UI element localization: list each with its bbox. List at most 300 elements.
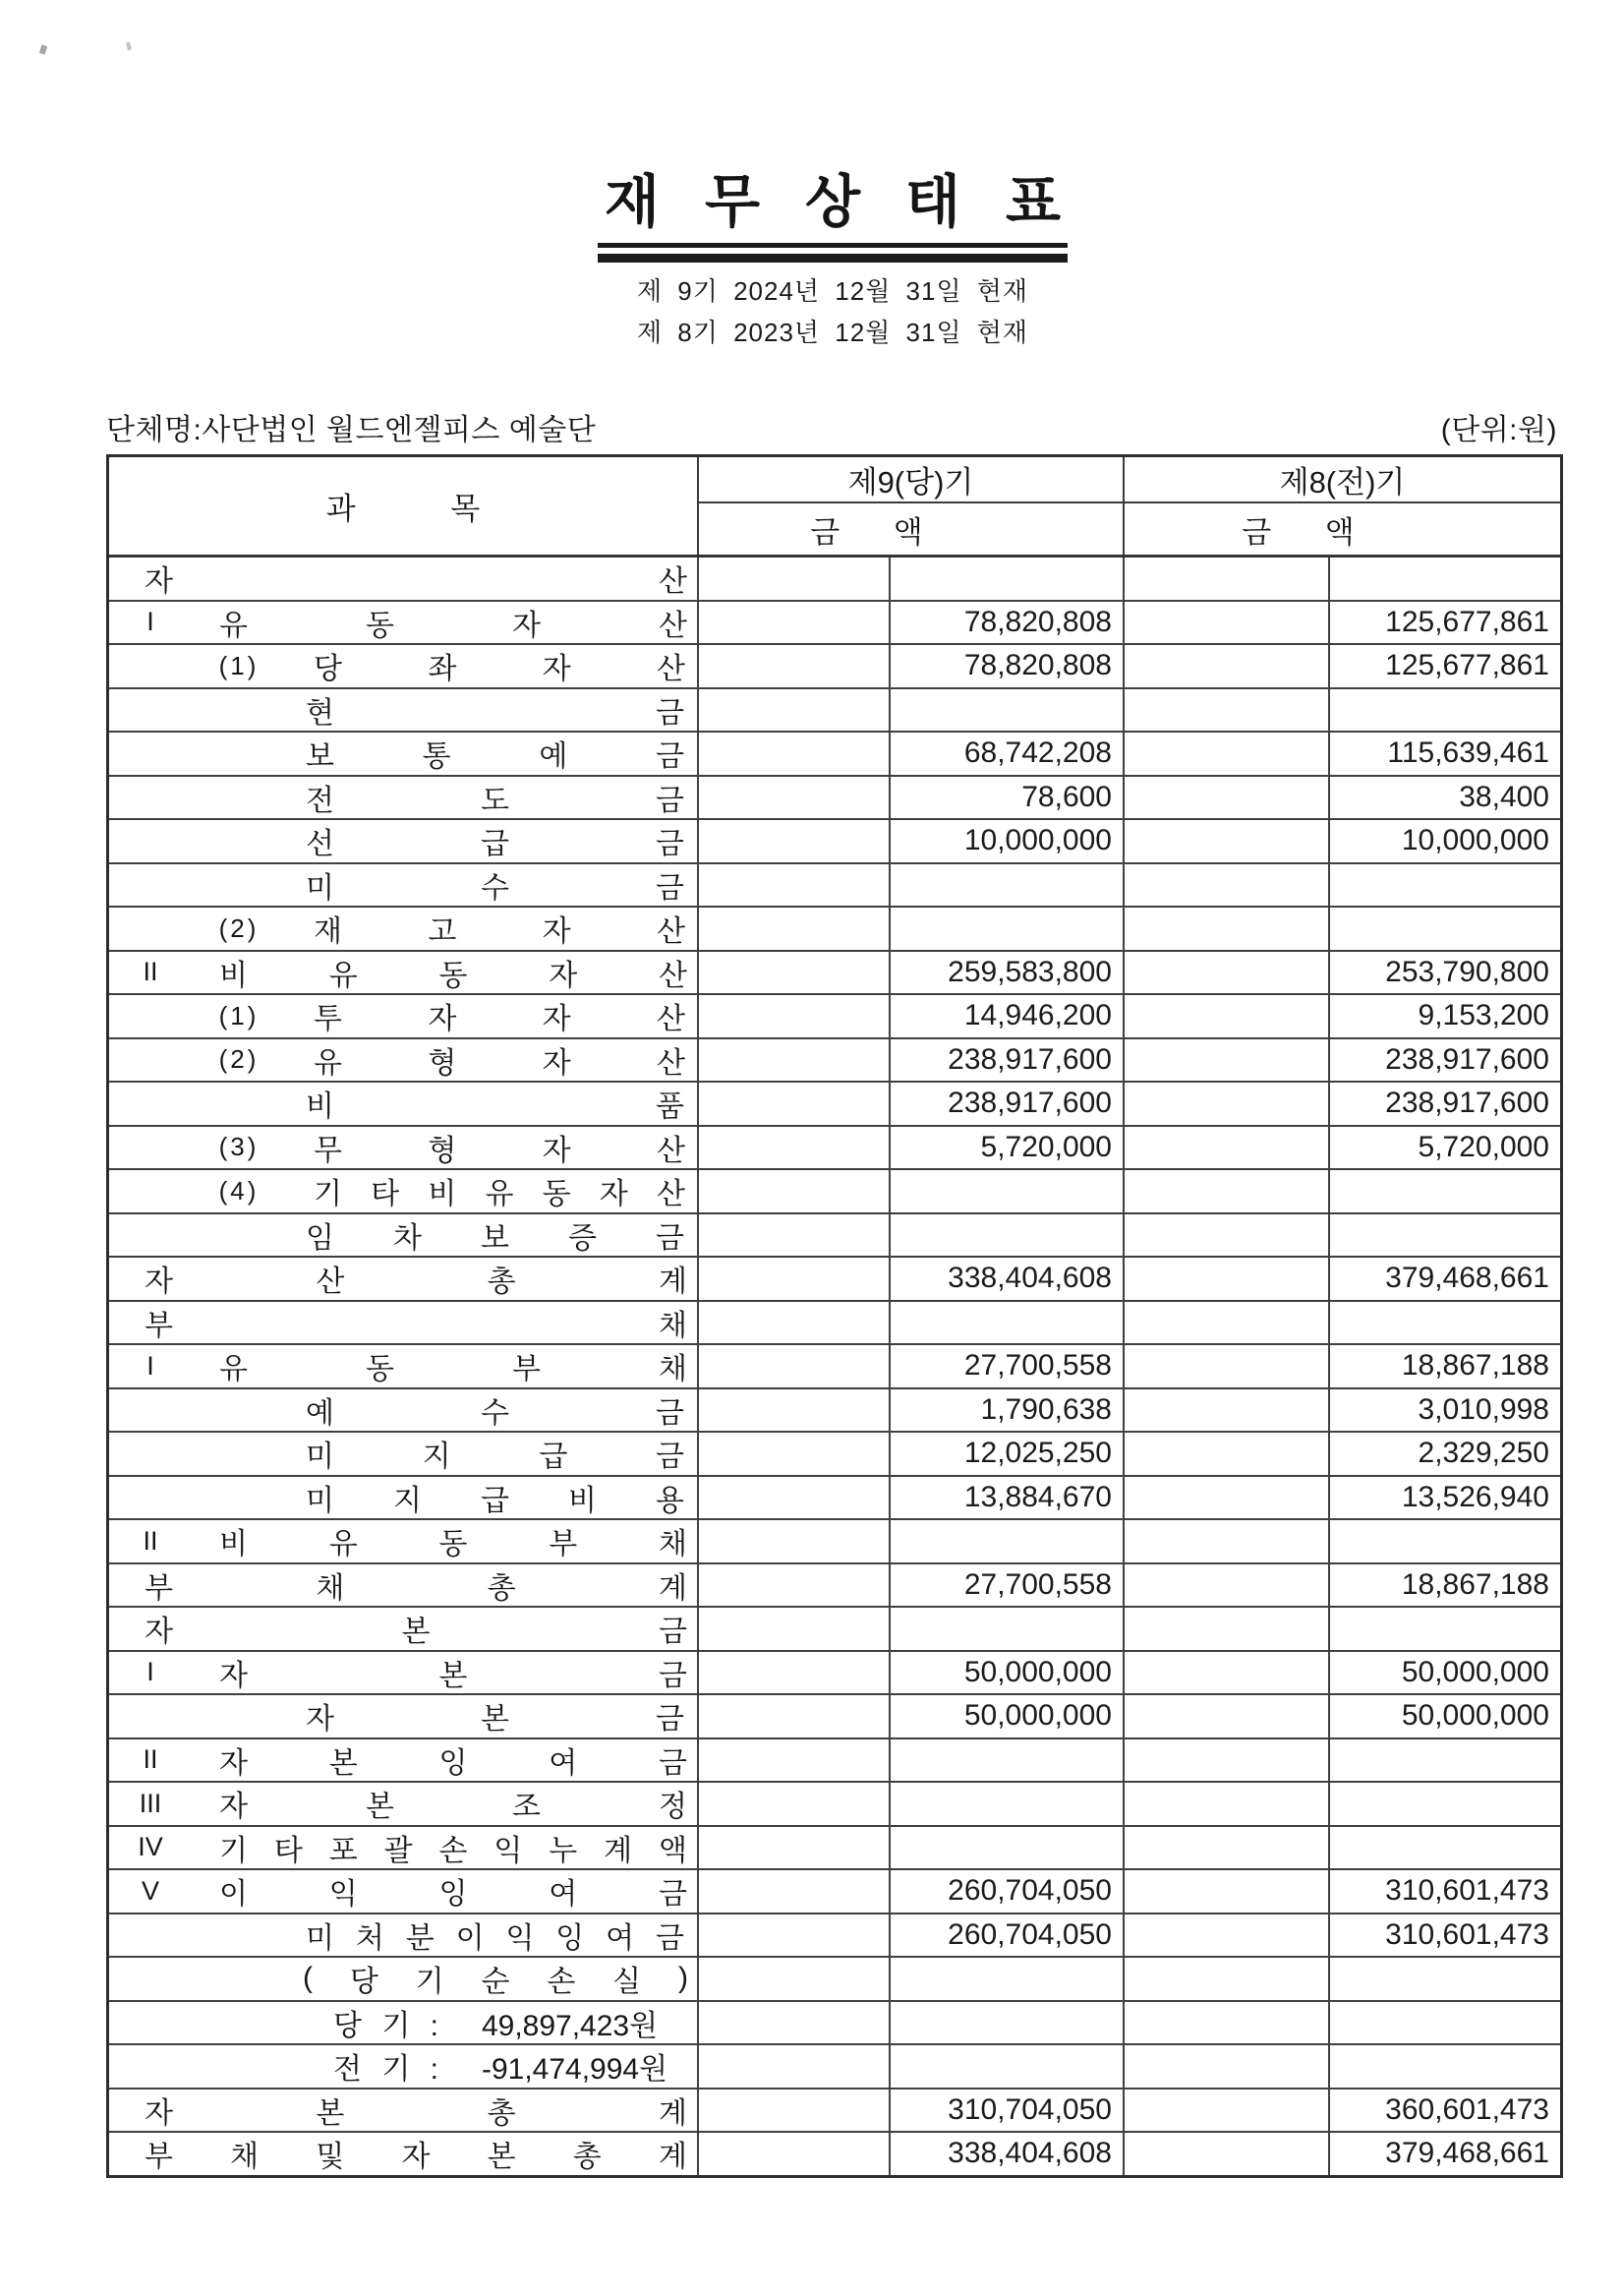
table-row: [109, 1827, 1560, 1871]
spacer-cell-prior: [1125, 1345, 1330, 1387]
amount-cell-prior: [1330, 1827, 1560, 1869]
account-cell: [109, 1214, 699, 1257]
spacer-cell-current: [699, 1170, 891, 1212]
spacer-cell-prior: [1125, 1695, 1330, 1737]
account-label: 자 산: [145, 565, 687, 599]
amount-cell-prior: [1330, 1958, 1560, 2000]
amount-cell-prior: 253,790,800: [1385, 955, 1549, 988]
account-label: 자 본 금: [145, 1616, 687, 1649]
spacer-cell-prior: [1125, 1739, 1330, 1782]
row-numeral: (4): [218, 1175, 260, 1206]
table-row: [109, 1039, 1560, 1084]
table-row: [109, 1958, 1560, 2002]
row-numeral: IV: [138, 1832, 163, 1862]
row-numeral: I: [146, 607, 154, 637]
amount-cell-current: [891, 1827, 1125, 1869]
amount-cell-prior: [1330, 1739, 1560, 1782]
account-cell: [109, 1827, 699, 1869]
spacer-cell-current: [699, 1302, 891, 1344]
account-cell: [109, 1958, 699, 2000]
spacer-cell-current: [699, 1433, 891, 1475]
amount-cell-prior: [1330, 908, 1560, 950]
spacer-cell-current: [699, 2002, 891, 2044]
account-cell: [109, 1345, 699, 1387]
spacer-cell-prior: [1125, 2002, 1330, 2044]
row-numeral: II: [143, 1744, 158, 1775]
spacer-cell-prior: [1125, 1083, 1330, 1125]
account-cell: [109, 689, 699, 732]
amount-cell-current: 27,700,558: [891, 1345, 1125, 1387]
spacer-cell-current: [699, 733, 891, 775]
amount-cell-current: 68,742,208: [891, 733, 1125, 775]
table-row: [109, 1564, 1560, 1609]
spacer-cell-prior: [1125, 820, 1330, 862]
spacer-cell-prior: [1125, 1477, 1330, 1519]
account-cell: [109, 1520, 699, 1562]
row-numeral: (2): [218, 1044, 260, 1075]
table-row: [109, 689, 1560, 734]
spacer-cell-prior: [1125, 1783, 1330, 1825]
account-cell: [109, 952, 699, 994]
amount-cell-prior: 2,329,250: [1418, 1437, 1549, 1470]
table-row: [109, 1127, 1560, 1171]
title-underline-thick: [598, 254, 1068, 263]
account-label: 임 차 보 증 금: [306, 1221, 684, 1255]
spacer-cell-current: [699, 1477, 891, 1519]
account-label: 자 본 총 계: [145, 2096, 687, 2130]
account-label: 투 자 자 산: [314, 1003, 685, 1036]
amount-cell-prior: 38,400: [1459, 780, 1549, 813]
account-cell: [109, 1477, 699, 1519]
title-char: 상: [804, 170, 861, 234]
amount-cell-current: [891, 1739, 1125, 1782]
account-cell: [109, 864, 699, 907]
account-cell: [109, 1652, 699, 1694]
amount-cell-prior: 5,720,000: [1418, 1130, 1549, 1163]
account-label: 자 본 금: [219, 1659, 687, 1692]
period-line-current: 제 9기 2024년 12월 31일 현재: [636, 276, 1029, 306]
amount-cell-current: 5,720,000: [891, 1127, 1125, 1169]
account-cell: [109, 602, 699, 644]
table-row: [109, 1870, 1560, 1914]
account-label: 부 채 및 자 본 총 계: [145, 2141, 687, 2174]
account-cell: [109, 1564, 699, 1607]
account-label: 비 품: [306, 1090, 684, 1124]
account-label: ( 당 기 순 손 실 ): [303, 1962, 688, 1999]
spacer-cell-current: [699, 1695, 891, 1737]
amount-cell-current: [891, 1520, 1125, 1562]
amount-cell-current: 260,704,050: [891, 1870, 1125, 1913]
account-cell: [109, 733, 699, 775]
scan-speck: [126, 42, 132, 51]
spacer-cell-current: [699, 1652, 891, 1694]
scan-speck: [39, 44, 47, 54]
spacer-cell-prior: [1125, 1608, 1330, 1650]
table-row: [109, 820, 1560, 864]
amount-cell-current: [891, 689, 1125, 732]
title-char: 표: [1006, 170, 1062, 234]
account-cell: [109, 1127, 699, 1169]
amount-cell-prior: 125,677,861: [1385, 605, 1549, 638]
amount-cell-current: [891, 1302, 1125, 1344]
title-char: 무: [704, 170, 760, 234]
account-label: 미 지 급 비 용: [306, 1484, 684, 1517]
note-label: 당 기 :: [333, 2009, 444, 2042]
account-cell: [109, 1695, 699, 1737]
account-cell: [109, 995, 699, 1037]
spacer-cell-prior: [1125, 1652, 1330, 1694]
row-numeral: I: [146, 1350, 154, 1381]
header-amount-current: 금 액: [699, 503, 1125, 555]
row-numeral: III: [139, 1788, 162, 1818]
account-label: 자 본 금: [306, 1703, 684, 1737]
account-label: 기 타 비 유 동 자 산: [314, 1178, 685, 1211]
balance-sheet-table: [106, 454, 1563, 2178]
account-cell: [109, 1870, 699, 1913]
row-numeral: (1): [218, 650, 260, 680]
amount-cell-current: 12,025,250: [891, 1433, 1125, 1475]
amount-cell-prior: [1330, 2045, 1560, 2088]
spacer-cell-prior: [1125, 1039, 1330, 1082]
amount-cell-prior: 3,010,998: [1418, 1392, 1549, 1426]
table-row: [109, 1345, 1560, 1389]
amount-cell-current: [891, 1214, 1125, 1257]
spacer-cell-prior: [1125, 1520, 1330, 1562]
account-label: 이 익 잉 여 금: [219, 1878, 687, 1912]
amount-cell-current: 78,600: [891, 777, 1125, 819]
amount-cell-prior: 9,153,200: [1418, 999, 1549, 1032]
table-row: [109, 908, 1560, 952]
spacer-cell-prior: [1125, 2090, 1330, 2132]
spacer-cell-current: [699, 995, 891, 1037]
account-label: 무 형 자 산: [314, 1134, 685, 1167]
row-numeral: II: [143, 1525, 158, 1556]
amount-cell-current: [891, 1783, 1125, 1825]
account-cell: [109, 1389, 699, 1432]
spacer-cell-current: [699, 1870, 891, 1913]
amount-cell-current: 78,820,808: [891, 602, 1125, 644]
table-row: [109, 1258, 1560, 1302]
table-row: [109, 602, 1560, 646]
spacer-cell-current: [699, 689, 891, 732]
account-label: 자 본 조 정: [219, 1791, 687, 1824]
amount-cell-current: 50,000,000: [891, 1695, 1125, 1737]
account-cell: [109, 1914, 699, 1957]
amount-cell-current: [891, 558, 1125, 600]
amount-cell-prior: 50,000,000: [1401, 1655, 1549, 1688]
table-row: [109, 1783, 1560, 1827]
header-current-period: 제9(당)기: [699, 457, 1125, 503]
amount-cell-current: 78,820,808: [891, 645, 1125, 687]
spacer-cell-prior: [1125, 1914, 1330, 1957]
table-row: [109, 1739, 1560, 1784]
account-label: 선 급 금: [306, 828, 684, 861]
spacer-cell-current: [699, 1214, 891, 1257]
amount-cell-current: [891, 2045, 1125, 2088]
spacer-cell-prior: [1125, 1433, 1330, 1475]
account-cell: [109, 2002, 699, 2044]
spacer-cell-prior: [1125, 1564, 1330, 1607]
account-label: 미 처 분 이 익 잉 여 금: [306, 1921, 684, 1955]
spacer-cell-prior: [1125, 733, 1330, 775]
report-title-text: [604, 170, 1062, 234]
spacer-cell-prior: [1125, 558, 1330, 600]
amount-cell-prior: 238,917,600: [1385, 1042, 1549, 1076]
account-label: 기 타 포 괄 손 익 누 계 액: [219, 1834, 687, 1867]
amount-cell-prior: [1330, 864, 1560, 907]
table-row: [109, 558, 1560, 602]
amount-cell-prior: [1330, 1608, 1560, 1650]
spacer-cell-current: [699, 864, 891, 907]
unit-label: (단위:원): [1440, 414, 1557, 446]
amount-cell-prior: [1330, 1783, 1560, 1825]
spacer-cell-current: [699, 602, 891, 644]
amount-cell-prior: [1330, 1170, 1560, 1212]
amount-cell-current: 14,946,200: [891, 995, 1125, 1037]
account-label: 예 수 금: [306, 1396, 684, 1430]
table-row: [109, 1914, 1560, 1959]
spacer-cell-current: [699, 1608, 891, 1650]
account-cell: [109, 820, 699, 862]
spacer-cell-prior: [1125, 689, 1330, 732]
amount-cell-current: [891, 1958, 1125, 2000]
organization-name: 단체명:사단법인 월드엔젤피스 예술단: [106, 414, 597, 446]
table-row: [109, 1477, 1560, 1521]
amount-cell-prior: 379,468,661: [1385, 2137, 1549, 2170]
amount-cell-prior: [1330, 558, 1560, 600]
table-row: [109, 1083, 1560, 1127]
amount-cell-current: 50,000,000: [891, 1652, 1125, 1694]
spacer-cell-current: [699, 952, 891, 994]
spacer-cell-current: [699, 1914, 891, 1957]
spacer-cell-current: [699, 2090, 891, 2132]
spacer-cell-prior: [1125, 1958, 1330, 2000]
spacer-cell-prior: [1125, 1389, 1330, 1432]
amount-cell-prior: 50,000,000: [1401, 1699, 1549, 1733]
table-row: [109, 2045, 1560, 2090]
amount-cell-current: 13,884,670: [891, 1477, 1125, 1519]
amount-cell-prior: 310,601,473: [1385, 1917, 1549, 1951]
account-cell: [109, 1783, 699, 1825]
account-cell: [109, 1083, 699, 1125]
spacer-cell-current: [699, 1958, 891, 2000]
amount-cell-prior: 360,601,473: [1385, 2092, 1549, 2126]
table-row: [109, 1302, 1560, 1346]
account-cell: [109, 908, 699, 950]
spacer-cell-prior: [1125, 952, 1330, 994]
account-label: 전 도 금: [306, 784, 684, 817]
spacer-cell-current: [699, 1783, 891, 1825]
amount-cell-prior: [1330, 2002, 1560, 2044]
amount-cell-current: 259,583,800: [891, 952, 1125, 994]
account-label: 비 유 동 자 산: [219, 959, 687, 992]
spacer-cell-current: [699, 1083, 891, 1125]
spacer-cell-prior: [1125, 1258, 1330, 1300]
spacer-cell-prior: [1125, 864, 1330, 907]
account-cell: [109, 1433, 699, 1475]
account-label: 보 통 예 금: [306, 740, 684, 774]
header-amount-prior: 금 액: [1242, 514, 1355, 550]
table-row: [109, 2002, 1560, 2046]
table-row: [109, 995, 1560, 1039]
title-underline-thin: [598, 243, 1068, 248]
account-label: 부 채: [145, 1309, 687, 1342]
table-row: [109, 864, 1560, 909]
amount-cell-prior: 125,677,861: [1385, 649, 1549, 682]
period-line-prior: 제 8기 2023년 12월 31일 현재: [636, 318, 1029, 347]
amount-cell-current: 338,404,608: [891, 2133, 1125, 2175]
spacer-cell-prior: [1125, 1127, 1330, 1169]
table-row: [109, 952, 1560, 996]
amount-cell-current: 27,700,558: [891, 1564, 1125, 1607]
row-numeral: I: [146, 1657, 154, 1687]
amount-cell-current: 1,790,638: [891, 1389, 1125, 1432]
amount-cell-prior: 238,917,600: [1385, 1087, 1549, 1120]
amount-cell-prior: 18,867,188: [1401, 1349, 1549, 1383]
spacer-cell-prior: [1125, 1302, 1330, 1344]
amount-cell-prior: 10,000,000: [1401, 824, 1549, 857]
account-label: 현 금: [306, 696, 684, 730]
spacer-cell-prior: [1125, 908, 1330, 950]
amount-cell-current: 10,000,000: [891, 820, 1125, 862]
spacer-cell-current: [699, 820, 891, 862]
table-row: [109, 733, 1560, 777]
account-cell: [109, 1608, 699, 1650]
table-row: [109, 777, 1560, 821]
account-label: 재 고 자 산: [314, 915, 685, 949]
spacer-cell-current: [699, 1389, 891, 1432]
row-numeral: (1): [218, 1000, 260, 1030]
amount-cell-prior: [1330, 1214, 1560, 1257]
table-row: [109, 2090, 1560, 2134]
account-cell: [109, 1302, 699, 1344]
account-cell: [109, 645, 699, 687]
spacer-cell-current: [699, 1827, 891, 1869]
account-label: 자 본 잉 여 금: [219, 1746, 687, 1780]
amount-cell-current: [891, 2002, 1125, 2044]
spacer-cell-current: [699, 1258, 891, 1300]
table-header: [109, 457, 1560, 558]
account-label: 자 산 총 계: [145, 1266, 687, 1299]
account-cell: [109, 1739, 699, 1782]
amount-cell-prior: [1330, 1520, 1560, 1562]
row-numeral: (3): [218, 1132, 260, 1162]
report-title: [0, 170, 1623, 263]
amount-cell-current: 238,917,600: [891, 1039, 1125, 1082]
amount-cell-current: 338,404,608: [891, 1258, 1125, 1300]
amount-cell-current: 310,704,050: [891, 2090, 1125, 2132]
table-row: [109, 1695, 1560, 1739]
table-row: [109, 1214, 1560, 1259]
header-account-title: 과 목: [109, 457, 699, 555]
amount-cell-current: [891, 1608, 1125, 1650]
account-cell: [109, 1258, 699, 1300]
account-cell: [109, 558, 699, 600]
spacer-cell-current: [699, 1564, 891, 1607]
spacer-cell-prior: [1125, 1170, 1330, 1212]
header-prior-period: 제8(전)기: [1125, 457, 1560, 503]
amount-cell-prior: 379,468,661: [1385, 1262, 1549, 1295]
spacer-cell-current: [699, 2133, 891, 2175]
note-label: 전 기 :: [333, 2053, 444, 2087]
account-label: 유 동 자 산: [219, 609, 687, 642]
account-cell: [109, 1039, 699, 1082]
amount-cell-prior: 310,601,473: [1385, 1874, 1549, 1908]
amount-cell-prior: 18,867,188: [1401, 1567, 1549, 1601]
spacer-cell-current: [699, 1520, 891, 1562]
spacer-cell-prior: [1125, 2133, 1330, 2175]
amount-cell-current: [891, 1170, 1125, 1212]
table-row: [109, 1389, 1560, 1434]
table-row: [109, 1520, 1560, 1564]
spacer-cell-current: [699, 1345, 891, 1387]
spacer-cell-prior: [1125, 1214, 1330, 1257]
account-cell: [109, 1170, 699, 1212]
account-label: 미 수 금: [306, 871, 684, 905]
spacer-cell-prior: [1125, 2045, 1330, 2088]
spacer-cell-prior: [1125, 995, 1330, 1037]
title-char: 태: [905, 170, 961, 234]
spacer-cell-current: [699, 777, 891, 819]
row-numeral: V: [141, 1875, 159, 1906]
spacer-cell-prior: [1125, 1870, 1330, 1913]
account-label: 유 동 부 채: [219, 1353, 687, 1386]
table-row: [109, 645, 1560, 689]
account-label: 부 채 총 계: [145, 1571, 687, 1605]
account-label: 비 유 동 부 채: [219, 1528, 687, 1561]
table-row: [109, 1170, 1560, 1214]
account-cell: [109, 2045, 699, 2088]
note-value: 49,897,423원: [481, 2009, 659, 2042]
spacer-cell-current: [699, 1739, 891, 1782]
account-label: 당 좌 자 산: [314, 653, 685, 686]
amount-cell-prior: [1330, 1302, 1560, 1344]
amount-cell-current: 260,704,050: [891, 1914, 1125, 1957]
account-label: 미 지 급 금: [306, 1441, 684, 1474]
account-cell: [109, 777, 699, 819]
table-row: [109, 1433, 1560, 1477]
spacer-cell-current: [699, 908, 891, 950]
spacer-cell-prior: [1125, 645, 1330, 687]
spacer-cell-current: [699, 2045, 891, 2088]
amount-cell-prior: 13,526,940: [1401, 1480, 1549, 1513]
table-row: [109, 1652, 1560, 1696]
account-cell: [109, 2090, 699, 2132]
account-label: 유 형 자 산: [314, 1046, 685, 1080]
amount-cell-current: [891, 908, 1125, 950]
account-cell: [109, 2133, 699, 2175]
org-unit-line: [106, 405, 1557, 448]
title-char: 재: [604, 170, 660, 234]
spacer-cell-current: [699, 558, 891, 600]
amount-cell-current: [891, 864, 1125, 907]
spacer-cell-prior: [1125, 602, 1330, 644]
table-row: [109, 2133, 1560, 2175]
amount-cell-prior: [1330, 689, 1560, 732]
note-value: -91,474,994원: [481, 2053, 668, 2087]
spacer-cell-prior: [1125, 777, 1330, 819]
amount-cell-current: 238,917,600: [891, 1083, 1125, 1125]
spacer-cell-current: [699, 1127, 891, 1169]
spacer-cell-current: [699, 1039, 891, 1082]
amount-cell-prior: 115,639,461: [1387, 736, 1549, 770]
spacer-cell-prior: [1125, 1827, 1330, 1869]
table-body: [109, 558, 1560, 2175]
spacer-cell-current: [699, 645, 891, 687]
row-numeral: (2): [218, 913, 260, 943]
table-row: [109, 1608, 1560, 1652]
row-numeral: II: [143, 957, 158, 987]
